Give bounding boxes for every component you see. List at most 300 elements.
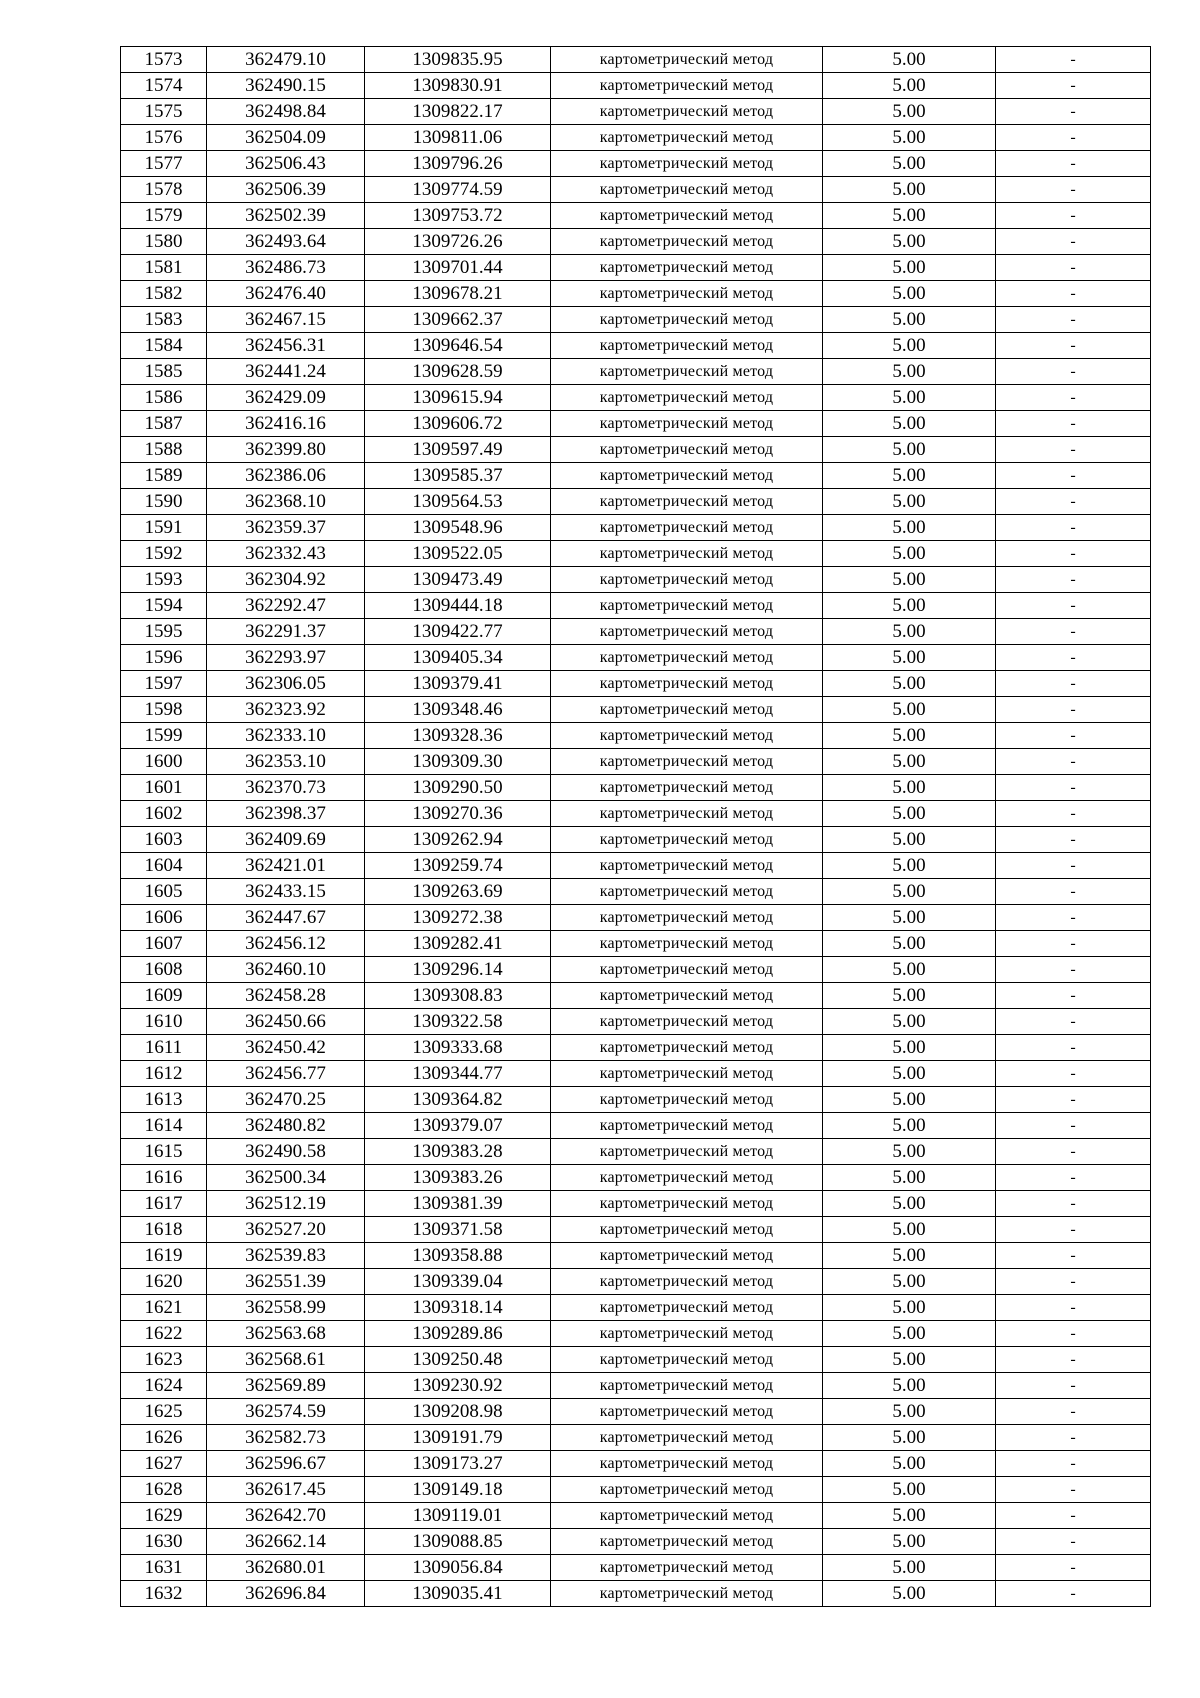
point-number: 1585 [121,359,207,385]
accuracy-cell: 5.00 [823,1321,996,1347]
method-cell: картометрический метод [551,255,823,281]
accuracy-cell: 5.00 [823,1087,996,1113]
accuracy-cell: 5.00 [823,99,996,125]
method-cell: картометрический метод [551,1425,823,1451]
method-cell: картометрический метод [551,307,823,333]
method-cell: картометрический метод [551,1373,823,1399]
coordinate-y: 1309289.86 [365,1321,551,1347]
point-number: 1609 [121,983,207,1009]
coordinate-y: 1309149.18 [365,1477,551,1503]
method-cell: картометрический метод [551,1581,823,1607]
accuracy-cell: 5.00 [823,1295,996,1321]
table-row [121,1581,1151,1607]
note-cell: - [996,177,1151,203]
table-row [121,359,1151,385]
coordinate-y: 1309272.38 [365,905,551,931]
accuracy-cell: 5.00 [823,1269,996,1295]
note-cell: - [996,749,1151,775]
accuracy-cell: 5.00 [823,983,996,1009]
coordinate-x: 362292.47 [207,593,365,619]
accuracy-cell: 5.00 [823,203,996,229]
point-number: 1583 [121,307,207,333]
coordinate-x: 362333.10 [207,723,365,749]
accuracy-cell: 5.00 [823,1035,996,1061]
coordinate-y: 1309119.01 [365,1503,551,1529]
note-cell: - [996,619,1151,645]
table-row [121,1373,1151,1399]
point-number: 1597 [121,671,207,697]
coordinate-y: 1309753.72 [365,203,551,229]
point-number: 1587 [121,411,207,437]
coordinate-y: 1309548.96 [365,515,551,541]
accuracy-cell: 5.00 [823,931,996,957]
coordinate-y: 1309270.36 [365,801,551,827]
table-row [121,47,1151,73]
table-row [121,255,1151,281]
accuracy-cell: 5.00 [823,957,996,983]
point-number: 1618 [121,1217,207,1243]
note-cell: - [996,1139,1151,1165]
accuracy-cell: 5.00 [823,723,996,749]
note-cell: - [996,463,1151,489]
method-cell: картометрический метод [551,1087,823,1113]
table-row [121,541,1151,567]
coordinate-y: 1309564.53 [365,489,551,515]
method-cell: картометрический метод [551,177,823,203]
point-number: 1613 [121,1087,207,1113]
table-row [121,99,1151,125]
note-cell: - [996,1087,1151,1113]
accuracy-cell: 5.00 [823,593,996,619]
table-row [121,411,1151,437]
accuracy-cell: 5.00 [823,697,996,723]
note-cell: - [996,1347,1151,1373]
coordinate-x: 362506.39 [207,177,365,203]
coordinate-y: 1309606.72 [365,411,551,437]
coordinate-x: 362456.77 [207,1061,365,1087]
coordinate-x: 362479.10 [207,47,365,73]
coordinate-y: 1309364.82 [365,1087,551,1113]
coordinate-y: 1309371.58 [365,1217,551,1243]
accuracy-cell: 5.00 [823,229,996,255]
table-row [121,1061,1151,1087]
accuracy-cell: 5.00 [823,125,996,151]
note-cell: - [996,1373,1151,1399]
note-cell: - [996,385,1151,411]
accuracy-cell: 5.00 [823,151,996,177]
point-number: 1574 [121,73,207,99]
table-row [121,1503,1151,1529]
method-cell: картометрический метод [551,723,823,749]
point-number: 1614 [121,1113,207,1139]
table-row [121,1529,1151,1555]
note-cell: - [996,723,1151,749]
point-number: 1577 [121,151,207,177]
coordinate-x: 362293.97 [207,645,365,671]
coordinate-y: 1309383.26 [365,1165,551,1191]
method-cell: картометрический метод [551,411,823,437]
coordinate-y: 1309173.27 [365,1451,551,1477]
coordinate-y: 1309282.41 [365,931,551,957]
accuracy-cell: 5.00 [823,1113,996,1139]
table-row [121,437,1151,463]
table-row [121,879,1151,905]
coordinate-x: 362642.70 [207,1503,365,1529]
accuracy-cell: 5.00 [823,437,996,463]
note-cell: - [996,1477,1151,1503]
note-cell: - [996,255,1151,281]
coordinate-y: 1309796.26 [365,151,551,177]
table-row [121,567,1151,593]
point-number: 1619 [121,1243,207,1269]
point-number: 1603 [121,827,207,853]
note-cell: - [996,1529,1151,1555]
method-cell: картометрический метод [551,749,823,775]
note-cell: - [996,1581,1151,1607]
note-cell: - [996,1503,1151,1529]
accuracy-cell: 5.00 [823,411,996,437]
note-cell: - [996,775,1151,801]
coordinate-x: 362399.80 [207,437,365,463]
table-row [121,931,1151,957]
accuracy-cell: 5.00 [823,177,996,203]
method-cell: картометрический метод [551,697,823,723]
coordinate-y: 1309405.34 [365,645,551,671]
point-number: 1592 [121,541,207,567]
note-cell: - [996,203,1151,229]
point-number: 1632 [121,1581,207,1607]
note-cell: - [996,1191,1151,1217]
coordinate-x: 362441.24 [207,359,365,385]
table-row [121,853,1151,879]
method-cell: картометрический метод [551,541,823,567]
coordinate-y: 1309339.04 [365,1269,551,1295]
table-row [121,1191,1151,1217]
point-number: 1626 [121,1425,207,1451]
table-row [121,333,1151,359]
method-cell: картометрический метод [551,489,823,515]
table-row [121,1269,1151,1295]
coordinate-y: 1309379.41 [365,671,551,697]
point-number: 1627 [121,1451,207,1477]
accuracy-cell: 5.00 [823,1503,996,1529]
point-number: 1581 [121,255,207,281]
coordinate-x: 362558.99 [207,1295,365,1321]
accuracy-cell: 5.00 [823,1373,996,1399]
coordinate-y: 1309259.74 [365,853,551,879]
coordinate-y: 1309585.37 [365,463,551,489]
table-row [121,1477,1151,1503]
method-cell: картометрический метод [551,515,823,541]
coordinate-x: 362486.73 [207,255,365,281]
coordinate-y: 1309646.54 [365,333,551,359]
accuracy-cell: 5.00 [823,1139,996,1165]
coordinate-y: 1309615.94 [365,385,551,411]
accuracy-cell: 5.00 [823,775,996,801]
coordinate-y: 1309662.37 [365,307,551,333]
note-cell: - [996,1451,1151,1477]
coordinate-x: 362539.83 [207,1243,365,1269]
coordinate-x: 362323.92 [207,697,365,723]
coordinate-x: 362332.43 [207,541,365,567]
point-number: 1612 [121,1061,207,1087]
coordinate-x: 362568.61 [207,1347,365,1373]
coordinate-y: 1309290.50 [365,775,551,801]
method-cell: картометрический метод [551,1295,823,1321]
table-row [121,1009,1151,1035]
coordinate-y: 1309383.28 [365,1139,551,1165]
method-cell: картометрический метод [551,1347,823,1373]
point-number: 1629 [121,1503,207,1529]
coordinate-y: 1309056.84 [365,1555,551,1581]
accuracy-cell: 5.00 [823,905,996,931]
table-row [121,1113,1151,1139]
accuracy-cell: 5.00 [823,359,996,385]
coordinate-y: 1309628.59 [365,359,551,385]
note-cell: - [996,1165,1151,1191]
coordinate-x: 362480.82 [207,1113,365,1139]
method-cell: картометрический метод [551,1009,823,1035]
table-row [121,697,1151,723]
method-cell: картометрический метод [551,671,823,697]
table-row [121,905,1151,931]
coordinate-y: 1309208.98 [365,1399,551,1425]
accuracy-cell: 5.00 [823,645,996,671]
method-cell: картометрический метод [551,1269,823,1295]
method-cell: картометрический метод [551,47,823,73]
coordinate-x: 362490.58 [207,1139,365,1165]
note-cell: - [996,411,1151,437]
accuracy-cell: 5.00 [823,671,996,697]
coordinate-x: 362512.19 [207,1191,365,1217]
note-cell: - [996,1399,1151,1425]
accuracy-cell: 5.00 [823,1243,996,1269]
coordinate-y: 1309088.85 [365,1529,551,1555]
accuracy-cell: 5.00 [823,1451,996,1477]
accuracy-cell: 5.00 [823,1529,996,1555]
note-cell: - [996,281,1151,307]
note-cell: - [996,879,1151,905]
method-cell: картометрический метод [551,983,823,1009]
table-row [121,1243,1151,1269]
method-cell: картометрический метод [551,931,823,957]
point-number: 1584 [121,333,207,359]
coordinate-x: 362370.73 [207,775,365,801]
coordinate-y: 1309444.18 [365,593,551,619]
table-row [121,775,1151,801]
note-cell: - [996,1321,1151,1347]
method-cell: картометрический метод [551,1165,823,1191]
coordinate-x: 362680.01 [207,1555,365,1581]
note-cell: - [996,1295,1151,1321]
table-row [121,645,1151,671]
method-cell: картометрический метод [551,879,823,905]
coordinate-y: 1309597.49 [365,437,551,463]
note-cell: - [996,47,1151,73]
coordinate-y: 1309358.88 [365,1243,551,1269]
coordinate-x: 362498.84 [207,99,365,125]
table-row [121,957,1151,983]
note-cell: - [996,125,1151,151]
point-number: 1620 [121,1269,207,1295]
note-cell: - [996,229,1151,255]
accuracy-cell: 5.00 [823,1581,996,1607]
table-row [121,203,1151,229]
point-number: 1608 [121,957,207,983]
note-cell: - [996,1061,1151,1087]
method-cell: картометрический метод [551,1477,823,1503]
table-row [121,619,1151,645]
point-number: 1617 [121,1191,207,1217]
note-cell: - [996,931,1151,957]
coordinate-y: 1309522.05 [365,541,551,567]
table-row [121,385,1151,411]
point-number: 1578 [121,177,207,203]
coordinate-x: 362386.06 [207,463,365,489]
method-cell: картометрический метод [551,99,823,125]
note-cell: - [996,905,1151,931]
coordinate-y: 1309678.21 [365,281,551,307]
table-row [121,1165,1151,1191]
table-row [121,229,1151,255]
accuracy-cell: 5.00 [823,853,996,879]
accuracy-cell: 5.00 [823,1477,996,1503]
note-cell: - [996,1217,1151,1243]
table-row [121,1425,1151,1451]
method-cell: картометрический метод [551,593,823,619]
method-cell: картометрический метод [551,1555,823,1581]
note-cell: - [996,73,1151,99]
coordinates-table [120,46,1151,1607]
coordinate-y: 1309328.36 [365,723,551,749]
method-cell: картометрический метод [551,281,823,307]
method-cell: картометрический метод [551,645,823,671]
coordinate-y: 1309701.44 [365,255,551,281]
coordinate-y: 1309333.68 [365,1035,551,1061]
table-row [121,515,1151,541]
note-cell: - [996,1035,1151,1061]
method-cell: картометрический метод [551,359,823,385]
table-row [121,1347,1151,1373]
point-number: 1575 [121,99,207,125]
coordinate-x: 362460.10 [207,957,365,983]
table-row [121,1139,1151,1165]
table-row [121,281,1151,307]
table-row [121,489,1151,515]
note-cell: - [996,645,1151,671]
table-row [121,1087,1151,1113]
note-cell: - [996,151,1151,177]
accuracy-cell: 5.00 [823,801,996,827]
coordinate-x: 362493.64 [207,229,365,255]
method-cell: картометрический метод [551,1529,823,1555]
note-cell: - [996,359,1151,385]
coordinate-x: 362359.37 [207,515,365,541]
method-cell: картометрический метод [551,1243,823,1269]
coordinate-y: 1309296.14 [365,957,551,983]
coordinate-y: 1309250.48 [365,1347,551,1373]
coordinate-x: 362447.67 [207,905,365,931]
point-number: 1591 [121,515,207,541]
point-number: 1607 [121,931,207,957]
method-cell: картометрический метод [551,151,823,177]
coordinate-y: 1309422.77 [365,619,551,645]
coordinate-x: 362596.67 [207,1451,365,1477]
coordinate-x: 362470.25 [207,1087,365,1113]
method-cell: картометрический метод [551,1503,823,1529]
coordinate-y: 1309344.77 [365,1061,551,1087]
coordinate-x: 362433.15 [207,879,365,905]
method-cell: картометрический метод [551,801,823,827]
coordinate-x: 362409.69 [207,827,365,853]
accuracy-cell: 5.00 [823,567,996,593]
method-cell: картометрический метод [551,853,823,879]
coordinate-x: 362696.84 [207,1581,365,1607]
accuracy-cell: 5.00 [823,619,996,645]
coordinate-x: 362456.12 [207,931,365,957]
accuracy-cell: 5.00 [823,749,996,775]
accuracy-cell: 5.00 [823,879,996,905]
point-number: 1622 [121,1321,207,1347]
coordinate-x: 362569.89 [207,1373,365,1399]
accuracy-cell: 5.00 [823,489,996,515]
coordinates-table-body [121,47,1151,1607]
table-row [121,723,1151,749]
coordinate-x: 362506.43 [207,151,365,177]
point-number: 1582 [121,281,207,307]
method-cell: картометрический метод [551,229,823,255]
point-number: 1602 [121,801,207,827]
point-number: 1615 [121,1139,207,1165]
coordinate-x: 362500.34 [207,1165,365,1191]
accuracy-cell: 5.00 [823,1347,996,1373]
point-number: 1624 [121,1373,207,1399]
method-cell: картометрический метод [551,619,823,645]
accuracy-cell: 5.00 [823,385,996,411]
accuracy-cell: 5.00 [823,1217,996,1243]
coordinate-y: 1309473.49 [365,567,551,593]
table-row [121,125,1151,151]
table-row [121,749,1151,775]
table-row [121,463,1151,489]
point-number: 1604 [121,853,207,879]
method-cell: картометрический метод [551,1191,823,1217]
table-row [121,983,1151,1009]
point-number: 1631 [121,1555,207,1581]
accuracy-cell: 5.00 [823,1061,996,1087]
coordinate-y: 1309318.14 [365,1295,551,1321]
table-row [121,671,1151,697]
method-cell: картометрический метод [551,1399,823,1425]
point-number: 1589 [121,463,207,489]
point-number: 1610 [121,1009,207,1035]
method-cell: картометрический метод [551,567,823,593]
table-row [121,1295,1151,1321]
note-cell: - [996,801,1151,827]
accuracy-cell: 5.00 [823,73,996,99]
coordinate-x: 362574.59 [207,1399,365,1425]
coordinate-y: 1309822.17 [365,99,551,125]
point-number: 1611 [121,1035,207,1061]
point-number: 1594 [121,593,207,619]
accuracy-cell: 5.00 [823,1191,996,1217]
accuracy-cell: 5.00 [823,541,996,567]
method-cell: картометрический метод [551,333,823,359]
point-number: 1588 [121,437,207,463]
coordinate-x: 362476.40 [207,281,365,307]
method-cell: картометрический метод [551,827,823,853]
method-cell: картометрический метод [551,1035,823,1061]
